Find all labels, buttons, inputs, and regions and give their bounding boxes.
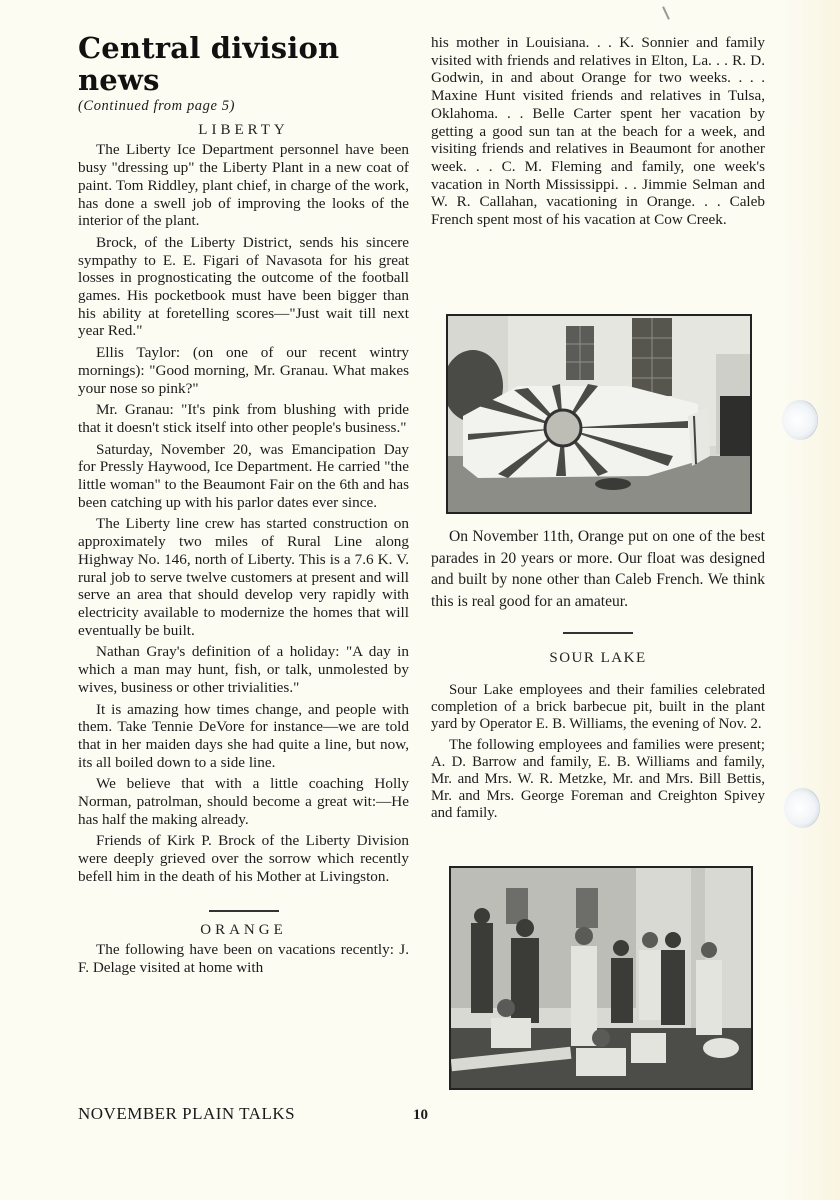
orange-intro-paragraph: The following have been on vacations recently: J. F. Delage visited at home with xyxy=(78,941,409,976)
page-mark xyxy=(662,6,670,20)
sour-lake-paragraph: Sour Lake employees and their families celebrated completion of a brick barbecue pit, built in the plant yard by Operator E. B. Williams, the evening of Nov. 2. xyxy=(431,682,765,732)
liberty-paragraph: Ellis Taylor: (on one of our recent wintry mornings): "Good morning, Mr. Granau. What makes your nose so pink?" xyxy=(78,344,409,397)
parade-float-photo xyxy=(446,314,752,514)
page-number: 10 xyxy=(413,1107,428,1123)
liberty-paragraph: Brock, of the Liberty District, sends his sincere sympathy to E. E. Figari of Navasota for his great losses in prognosticating the outcome of the football games. His pocketbook must have been bigger than his ability at foretelling scores—"Just wait till next year Red." xyxy=(78,233,409,340)
liberty-paragraph: The Liberty Ice Department personnel have been busy "dressing up" the Liberty Plant in a new coat of paint. Tom Riddley, plant chief, in charge of the work, has done a swell job of improving the looks of the interior of the plant. xyxy=(78,141,409,230)
sour-lake-block xyxy=(431,682,765,826)
headline xyxy=(78,32,409,96)
liberty-paragraph: It is amazing how times change, and people with them. Take Tennie DeVore for instance—we are told that in her maiden days she had quite a line, but now, its all boiled down to a side line. xyxy=(78,700,409,771)
headline-line-2: news xyxy=(78,63,160,97)
section-divider xyxy=(563,632,633,634)
liberty-paragraph: The Liberty line crew has started construction on approximately two miles of Rural Line along Highway No. 146, north of Liberty. This is a 7.6 K. V. rural job to serve twelve customers at present and will serve an area that should develop very rapidly with electricity available to modernize the homes that will eventually be built. xyxy=(78,515,409,639)
float-caption-block xyxy=(431,526,765,672)
liberty-paragraph: Saturday, November 20, was Emancipation Day for Pressly Haywood, Ice Department. He carried "the little woman" to the Beaumont Fair on the 6th and has been catching up with his parlor dates ever since. xyxy=(78,440,409,511)
left-column xyxy=(78,26,409,981)
liberty-paragraph: Mr. Granau: "It's pink from blushing with pride that it doesn't stick itself into other people's business." xyxy=(78,401,409,436)
orange-continued-paragraph: his mother in Louisiana. . . K. Sonnier and family visited with friends and relatives in Elton, La. . . R. D. Godwin, in and about Orange for two weeks. . . . Maxine Hunt visited friends and relatives in Tulsa, Oklahoma. . . Belle Carter spent her vacation by getting a good sun tan at the beach for a week, and visiting friends and relatives in Beaumont for another week. . . C. M. Fleming and family, one week's vacation in North Mississippi. . . Jimmie Selman and W. R. Callahan, vacationing in Orange. . . Caleb French spent most of his vacation at Cow Creek. xyxy=(431,34,765,229)
float-caption: On November 11th, Orange put on one of the best parades in 20 years or more. Our float was designed and built by none other than Caleb French. We think this is real good for an amateur. xyxy=(431,528,765,610)
headline-line-1: Central division xyxy=(78,31,340,65)
binder-hole xyxy=(784,788,820,828)
group-photo xyxy=(449,866,753,1090)
section-heading-sour-lake: SOUR LAKE xyxy=(549,650,647,667)
section-heading-liberty: LIBERTY xyxy=(198,121,289,138)
section-heading-orange: ORANGE xyxy=(200,921,287,938)
page-edge-shading xyxy=(780,0,840,1200)
right-column-top xyxy=(431,34,765,233)
publication-footer: NOVEMBER PLAIN TALKS xyxy=(78,1104,296,1123)
sour-lake-paragraph: The following employees and families were present; A. D. Barrow and family, E. B. Williams and family, Mr. and Mrs. W. R. Metzke, Mr. and Mrs. Bill Bettis, Mr. and Mrs. George Foreman and Creighton Spivey and family. xyxy=(431,737,765,821)
continued-note: (Continued from page 5) xyxy=(78,98,236,114)
section-divider xyxy=(209,910,279,912)
liberty-paragraph: Nathan Gray's definition of a holiday: "A day in which a man may hunt, fish, or talk, unmolested by wives, business or other trivialities." xyxy=(78,643,409,696)
parade-float-image xyxy=(448,316,750,512)
group-photo-image xyxy=(451,868,751,1088)
binder-hole xyxy=(782,400,818,440)
liberty-paragraph: We believe that with a little coaching Holly Norman, patrolman, should become a great wit:—He has half the making already. xyxy=(78,775,409,828)
liberty-paragraph: Friends of Kirk P. Brock of the Liberty Division were deeply grieved over the sorrow which recently befell him in the death of his Mother at Livingston. xyxy=(78,832,409,885)
